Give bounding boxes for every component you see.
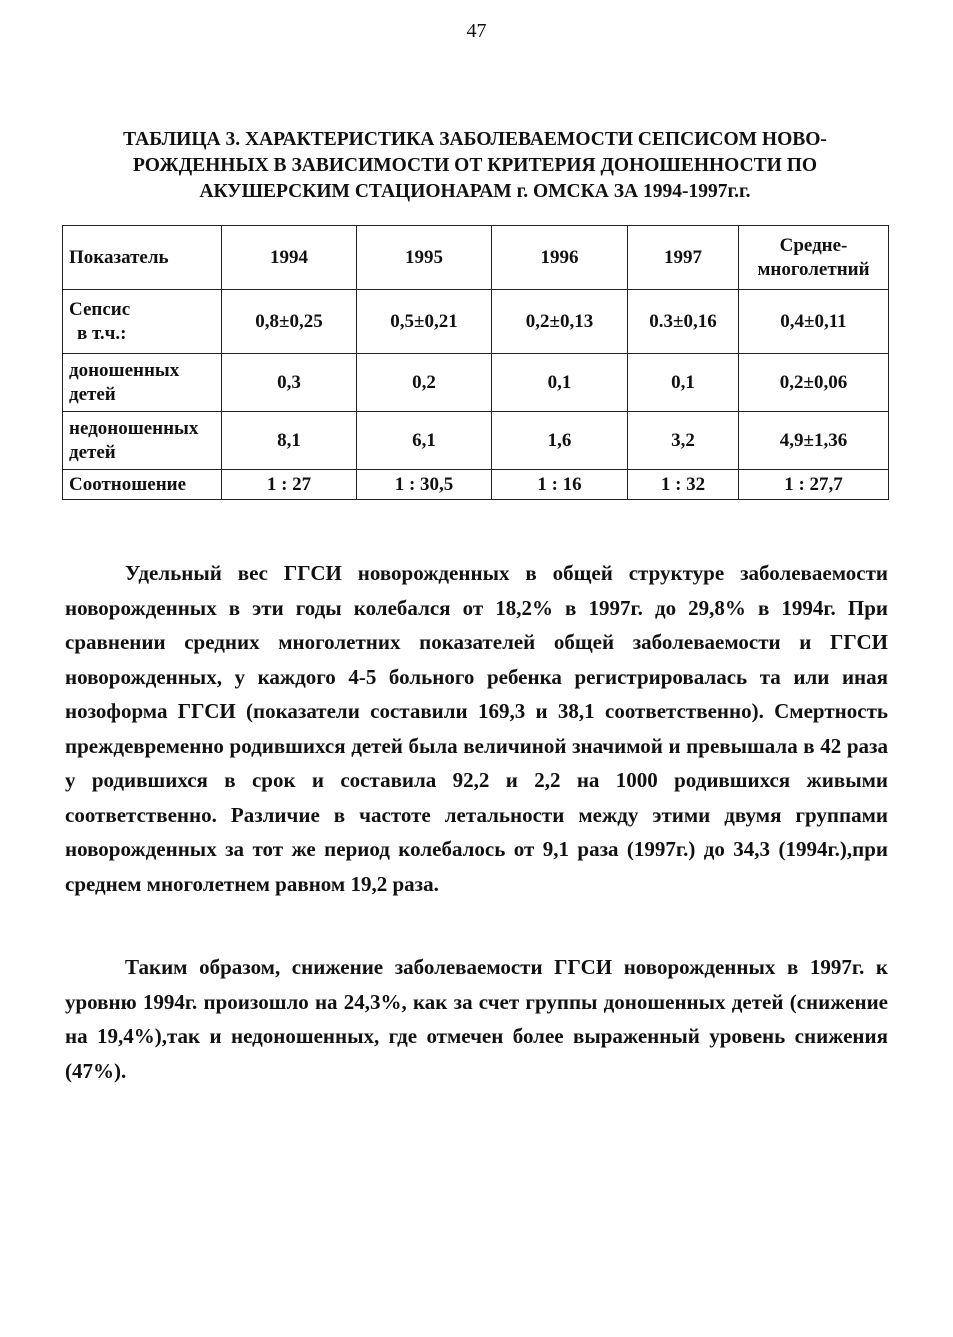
- page-number: 47: [466, 20, 487, 42]
- row-label-line2: детей: [69, 383, 116, 405]
- header-average-line1: Средне-: [779, 234, 848, 256]
- paragraph-text: Таким образом, снижение заболеваемости ГГСИ новорожденных в 1997г. к уровню 1994г. произошло на 24,3%, как за счет группы доношенных детей (снижение на 19,4%),так и недоношенных, где отмечен более выраженный уровень снижения (47%).: [65, 955, 888, 1083]
- row-label: Соотношение: [63, 470, 222, 500]
- row-label-line1: Сепсис: [69, 298, 131, 320]
- header-1997: 1997: [628, 226, 739, 290]
- header-1995: 1995: [357, 226, 492, 290]
- table-title: ТАБЛИЦА 3. ХАРАКТЕРИСТИКА ЗАБОЛЕВАЕМОСТИ СЕПСИСОМ НОВО-РОЖДЕННЫХ В ЗАВИСИМОСТИ ОТ КРИТЕРИЯ ДОНОШЕННОСТИ ПО АКУШЕРСКИМ СТАЦИОНАРАМ г. ОМСКА ЗА 1994-1997г.г.: [123, 129, 827, 202]
- cell-1997: 0,1: [628, 354, 739, 412]
- cell-1996: 1 : 16: [492, 470, 628, 500]
- cell-1996: 0,2±0,13: [492, 290, 628, 354]
- cell-average: 0,4±0,11: [739, 290, 889, 354]
- row-label-line1: доношенных: [69, 359, 180, 381]
- header-1994: 1994: [222, 226, 357, 290]
- cell-1995: 0,5±0,21: [357, 290, 492, 354]
- data-table: [62, 225, 889, 500]
- cell-1997: 0.3±0,16: [628, 290, 739, 354]
- header-average-line2: многолетний: [757, 258, 870, 280]
- table-row-sepsis: [63, 290, 889, 354]
- row-label-line2: в т.ч.:: [77, 322, 127, 344]
- cell-1996: 0,1: [492, 354, 628, 412]
- cell-1997: 3,2: [628, 412, 739, 470]
- table-header-row: [63, 226, 889, 290]
- body-paragraph-1: [65, 556, 888, 901]
- cell-average: 0,2±0,06: [739, 354, 889, 412]
- cell-1995: 6,1: [357, 412, 492, 470]
- cell-average: 4,9±1,36: [739, 412, 889, 470]
- table-row-term: [63, 354, 889, 412]
- cell-1995: 1 : 30,5: [357, 470, 492, 500]
- row-label-line2: детей: [69, 441, 116, 463]
- row-label: [63, 354, 222, 412]
- cell-average: 1 : 27,7: [739, 470, 889, 500]
- cell-1994: 0,3: [222, 354, 357, 412]
- body-paragraph-2: [65, 950, 888, 1088]
- header-indicator: Показатель: [63, 226, 222, 290]
- paragraph-text: Удельный вес ГГСИ новорожденных в общей структуре заболеваемости новорожденных в эти годы колебался от 18,2% в 1997г. до 29,8% в 1994г. При сравнении средних многолетних показателей общей заболеваемости и ГГСИ новорожденных, у каждого 4-5 больного ребенка регистрировалась та или иная нозоформа ГГСИ (показатели составили 169,3 и 38,1 соответственно). Смертность преждевременно родившихся детей была величиной значимой и превышала в 42 раза у родившихся в срок и составила 92,2 и 2,2 на 1000 родившихся живыми соответственно. Различие в частоте летальности между этими двумя группами новорожденных за тот же период колебалось от 9,1 раза (1997г.) до 34,3 (1994г.),при среднем многолетнем равном 19,2 раза.: [65, 561, 888, 896]
- cell-1994: 1 : 27: [222, 470, 357, 500]
- row-label: [63, 290, 222, 354]
- cell-1997: 1 : 32: [628, 470, 739, 500]
- table-row-ratio: [63, 470, 889, 500]
- header-average: [739, 226, 889, 290]
- cell-1995: 0,2: [357, 354, 492, 412]
- cell-1994: 8,1: [222, 412, 357, 470]
- row-label-line1: недоношенных: [69, 417, 199, 439]
- table-row-preterm: [63, 412, 889, 470]
- cell-1996: 1,6: [492, 412, 628, 470]
- cell-1994: 0,8±0,25: [222, 290, 357, 354]
- header-1996: 1996: [492, 226, 628, 290]
- row-label: [63, 412, 222, 470]
